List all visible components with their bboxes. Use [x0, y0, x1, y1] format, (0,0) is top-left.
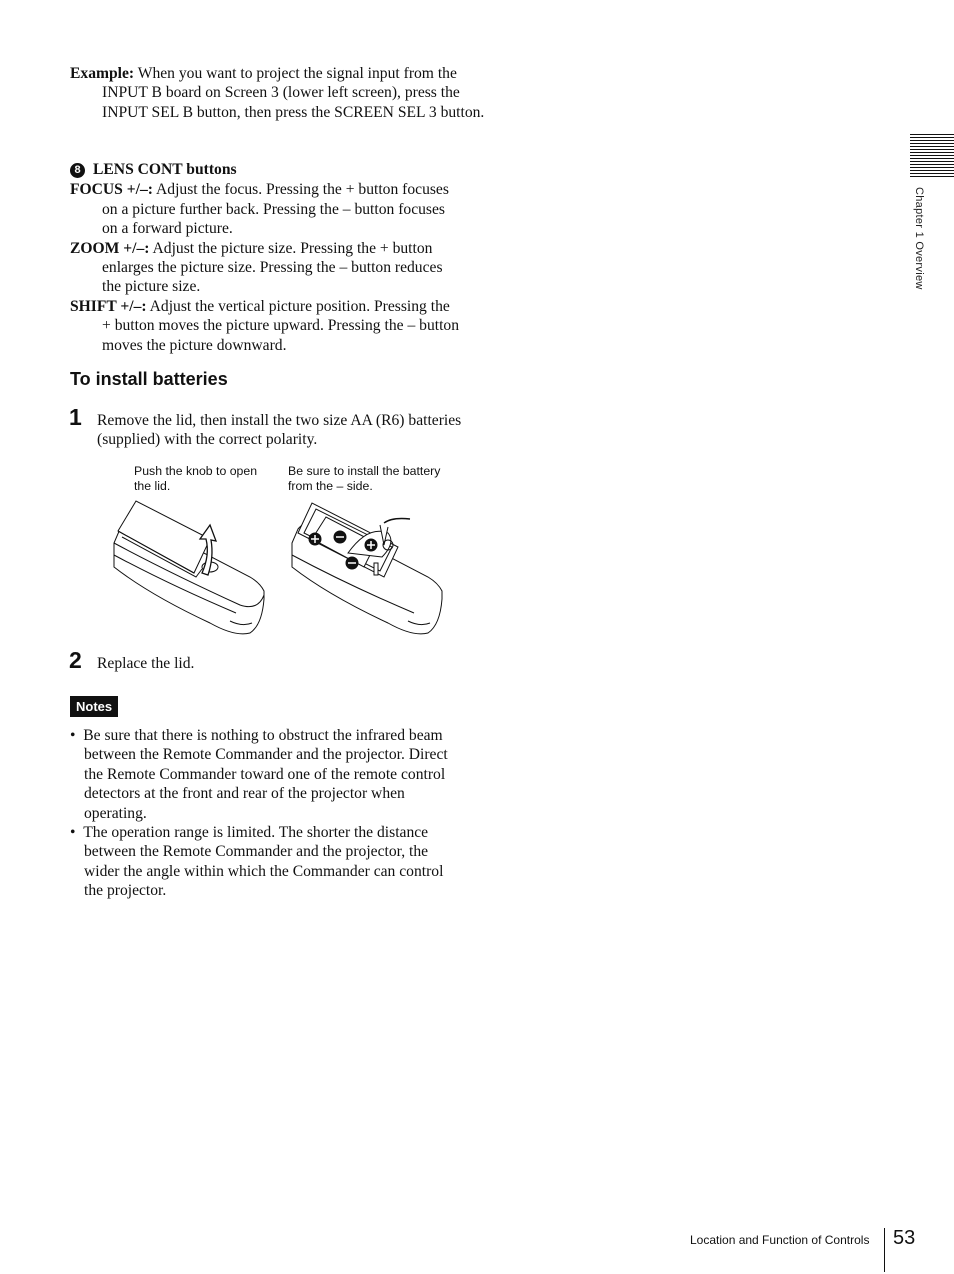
- step-2-text: Replace the lid.: [97, 655, 195, 672]
- zoom-text: Adjust the picture size. Pressing the + button enlarges the picture size. Pressing the – button reduces the picture size.: [102, 239, 443, 296]
- lens-cont-title: LENS CONT buttons: [93, 161, 237, 178]
- focus-item: [70, 180, 462, 238]
- chapter-tab-label: Chapter 1 Overview: [913, 187, 925, 290]
- lens-cont-section: [70, 160, 462, 355]
- page-number: 53: [893, 1227, 916, 1249]
- install-heading: To install batteries: [70, 369, 228, 389]
- shift-text: Adjust the vertical picture position. Pressing the + button moves the picture upward. Pressing the – button moves the picture downward.: [102, 297, 460, 354]
- step-1-text: Remove the lid, then install the two size AA (R6) batteries (supplied) with the correct polarity.: [97, 412, 462, 449]
- note-item: • The operation range is limited. The shorter the distance between the Remote Commander and the projector, the wider the angle within which the Commander can control the projector.: [70, 824, 444, 900]
- caption-battery-side: Be sure to install the battery from the – side.: [288, 464, 441, 493]
- remote-lid-illustration: [110, 495, 270, 640]
- step-2-number: 2: [69, 647, 82, 673]
- caption-open-lid: Push the knob to open the lid.: [134, 464, 258, 493]
- step-1-number: 1: [69, 404, 82, 430]
- example-text: When you want to project the signal input from the INPUT B board on Screen 3 (lower left screen), press the INPUT SEL B button, then press the SCREEN SEL 3 button.: [102, 65, 485, 121]
- shift-item: [70, 297, 462, 355]
- chapter-tab-stripes: [910, 134, 954, 178]
- footer-divider: [884, 1228, 885, 1272]
- lens-cont-title-row: [70, 160, 462, 179]
- remote-battery-illustration: [288, 495, 448, 640]
- notes-badge: Notes: [70, 696, 118, 717]
- notes-list: [70, 726, 462, 901]
- shift-label: SHIFT +/–:: [70, 297, 147, 315]
- focus-text: Adjust the focus. Pressing the + button focuses on a picture further back. Pressing the – button focuses on a forward picture.: [102, 181, 449, 238]
- note-text: Be sure that there is nothing to obstruct the infrared beam between the Remote Commander and the projector. Direct the Remote Commander toward one of the remote control detectors at the front and rear of the projector when operating.: [83, 727, 448, 822]
- example-label: Example:: [70, 65, 135, 82]
- focus-label: FOCUS +/–:: [70, 181, 153, 199]
- zoom-label: ZOOM +/–:: [70, 239, 150, 257]
- example-paragraph: [70, 64, 494, 122]
- note-item: • Be sure that there is nothing to obstruct the infrared beam between the Remote Commander and the projector. Direct the Remote Commander toward one of the remote control detectors at the front and rear of the projector when operating.: [70, 727, 448, 822]
- item-number-badge: 8: [70, 163, 85, 178]
- zoom-item: [70, 239, 462, 297]
- note-text: The operation range is limited. The shorter the distance between the Remote Commander and the projector, the wider the angle within which the Commander can control the projector.: [83, 824, 444, 900]
- footer-section-title: Location and Function of Controls: [690, 1233, 870, 1247]
